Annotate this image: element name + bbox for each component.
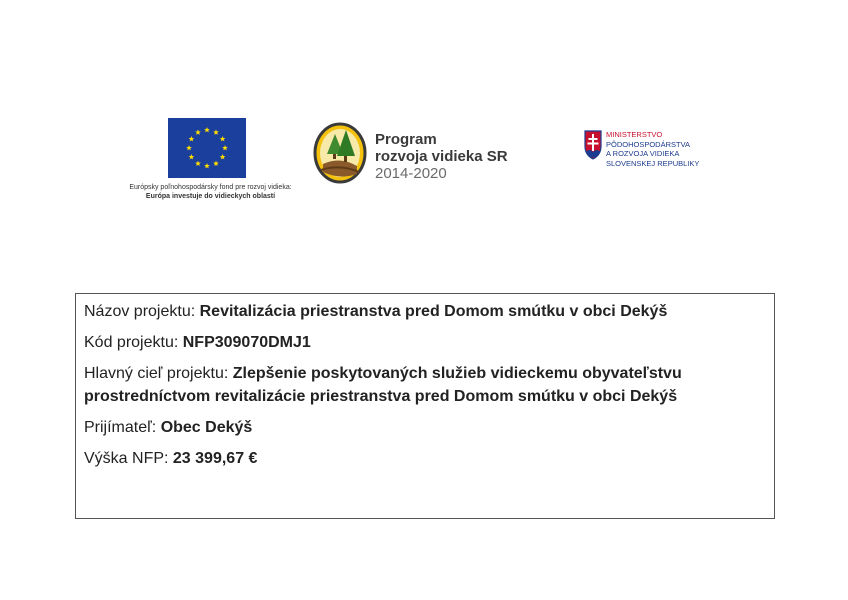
project-goal-label: Hlavný cieľ projektu: [84,365,233,382]
ministry-line4: SLOVENSKEJ REPUBLIKY [606,158,700,168]
ministry-text [606,130,699,168]
eu-star-icon [189,154,195,159]
project-name-value: Revitalizácia priestranstva pred Domom smútku v obci Dekýš [199,303,668,320]
eu-star-icon [204,127,210,132]
prv-emblem-icon [313,120,371,184]
nfp-amount-value: 23 399,67 € [172,450,258,467]
project-code-label: Kód projektu: [84,334,183,351]
nfp-amount-row [84,447,766,470]
prv-logo [313,120,513,190]
eu-star-icon [204,163,210,168]
project-goal-value: Zlepšenie poskytovaných služieb vidieckemu obyvateľstvu prostredníctvom revitalizácie priestranstva pred Domom smútku v obci Dekýš [84,365,682,405]
project-info-box [75,293,775,519]
prv-title-line1: Program [375,131,437,148]
nfp-amount-label: Výška NFP: [84,450,173,467]
prv-years: 2014-2020 [375,165,447,182]
eu-star-icon [186,145,192,150]
eu-star-icon [220,136,226,141]
logo-strip [0,0,848,230]
prv-title-line2: rozvoja vidieka SR [375,148,508,165]
eu-star-icon [222,145,228,150]
eu-star-icon [189,136,195,141]
project-name-label: Názov projektu: [84,303,200,320]
eu-star-icon [220,154,226,159]
eu-star-icon [213,129,219,134]
project-goal-row [84,362,766,408]
prv-text [375,131,508,182]
eu-star-icon [213,161,219,166]
eu-caption-line1: Európsky poľnohospodársky fond pre rozvoj vidieka: [129,184,292,191]
recipient-row [84,416,766,439]
eu-caption [108,183,313,201]
project-code-row [84,331,766,354]
ministry-line1: MINISTERSTVO [606,130,663,139]
eu-star-icon [195,161,201,166]
eu-flag-icon [168,118,246,178]
recipient-value: Obec Dekýš [160,419,253,436]
ministry-logo [584,130,724,180]
slovak-coat-of-arms-icon [584,130,602,160]
ministry-line3: A ROZVOJA VIDIEKA [606,149,680,158]
project-code-value: NFP309070DMJ1 [182,334,311,351]
ministry-line2: PÔDOHOSPODÁRSTVA [606,139,691,149]
eu-caption-line2: Európa investuje do vidieckych oblastí [145,193,276,200]
project-name-row [84,300,766,323]
recipient-label: Prijímateľ: [84,419,161,436]
eu-star-icon [195,129,201,134]
